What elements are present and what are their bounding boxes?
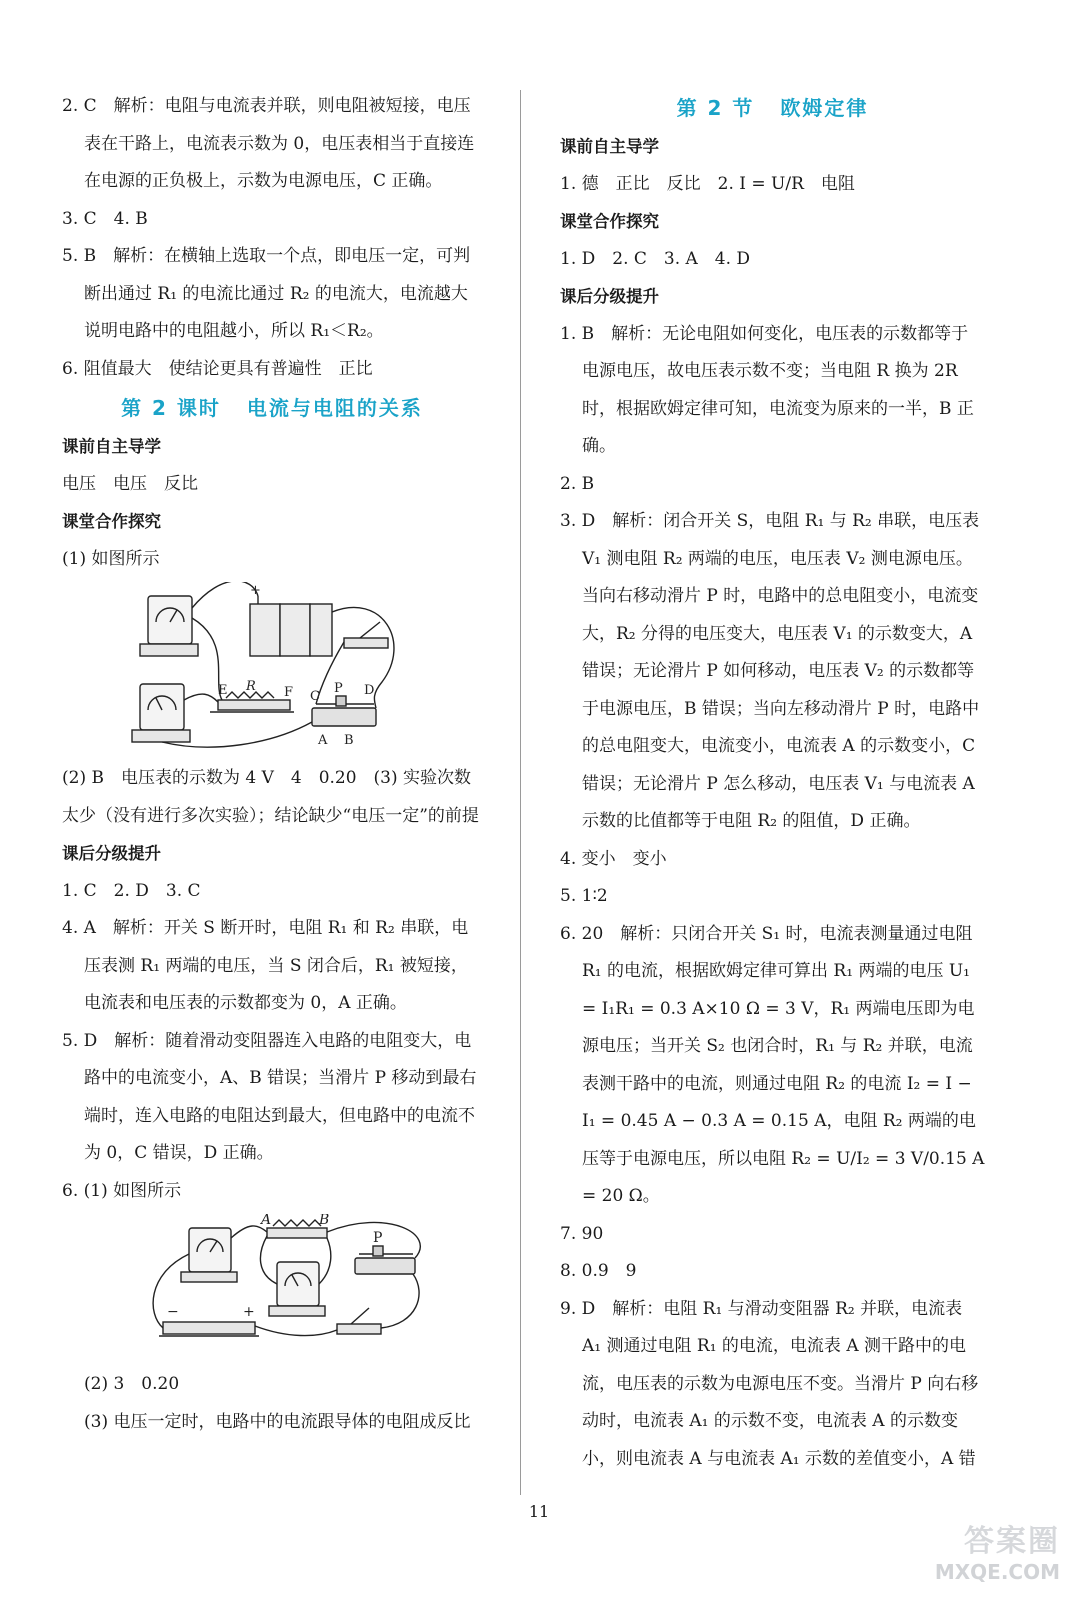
- circuit-diagram-2: [137, 1214, 437, 1360]
- fig1-label-f: F: [284, 685, 294, 700]
- fig1-label-plus: +: [250, 583, 261, 598]
- right-q2: 2. B: [560, 473, 595, 494]
- switch: [344, 638, 388, 648]
- switch: [337, 1324, 381, 1334]
- left-q3-q4: 3. C 4. B: [62, 208, 148, 229]
- left-q6: 6. 阻值最大 使结论更具有普遍性 正比: [62, 358, 373, 379]
- pre-study-heading: 课前自主导学: [62, 437, 161, 456]
- right-q4: 4. 变小 变小: [560, 848, 667, 869]
- fig2-label-plus: +: [243, 1304, 255, 1320]
- section-title-lesson2: [62, 388, 482, 428]
- rheostat: [355, 1258, 415, 1274]
- fig1-label-c: C: [310, 689, 320, 704]
- fig1-label-e: E: [218, 683, 228, 698]
- fig2-label-b: B: [319, 1214, 330, 1228]
- rheostat: [312, 708, 376, 726]
- fig1-label-r: R: [246, 679, 256, 694]
- after-q6-part3: (3) 电压一定时，电路中的电流跟导体的电阻成反比: [84, 1411, 471, 1432]
- right-q7: 7. 90: [560, 1223, 604, 1244]
- section-title-lesson2-part1: 第 2 课时: [121, 396, 221, 420]
- voltmeter: [277, 1262, 319, 1306]
- section-title-ohms-law-part1: 第 2 节: [676, 96, 755, 120]
- after-q4: 4. A 解析：开关 S 断开时，电阻 R₁ 和 R₂ 串联，电压表测 R₁ 两端的电压，当 S 闭合后，R₁ 被短接，电流表和电压表的示数都变为 0，A 正确。: [62, 918, 469, 1013]
- right-class-answer: 1. D 2. C 3. A 4. D: [560, 248, 751, 269]
- section-title-lesson2-part2: 电流与电阻的关系: [246, 396, 423, 420]
- right-q5: 5. 1∶2: [560, 886, 608, 906]
- right-class-explore-heading: 课堂合作探究: [560, 212, 659, 231]
- right-after-class-heading: 课后分级提升: [560, 287, 659, 306]
- class-q2-q3: (2) B 电压表的示数为 4 V 4 0.20 (3) 实验次数太少（没有进行多次实验）；结论缺少“电压一定”的前提: [62, 768, 479, 826]
- battery-cell: [280, 604, 310, 656]
- left-q5: 5. B 解析：在横轴上选取一个点，即电压一定，可判断出通过 R₁ 的电流比通过 R₂ 的电流大，电流越大说明电路中的电阻越小，所以 R₁＜R₂。: [62, 246, 471, 341]
- fig2-label-minus: −: [167, 1304, 179, 1320]
- battery-cell: [250, 604, 280, 656]
- after-q6-part1: 6. (1) 如图所示: [62, 1180, 182, 1201]
- right-q3: 3. D 解析：闭合开关 S，电阻 R₁ 与 R₂ 串联，电压表 V₁ 测电阻 R₂ 两端的电压，电压表 V₂ 测电源电压。当向右移动滑片 P 时，电路中的总电阻变小，电流变大，R₂ 分得的电压变大，电压表 V₁ 的示数变大，A 错误；无论滑片 P 如何移动，电压表 V₂ 的示数都等于电源电压，B 错误；当向左移动滑片 P 时，电路中的总电阻变大，电流变小，电流表 A 的示数变小，C 错误；无论滑片 P 怎么移动，电压表 V₁ 与电流表 A 示数的比值都等于电阻 R₂ 的阻值，D 正确。: [560, 511, 980, 831]
- fig1-label-a: A: [318, 733, 328, 748]
- resistor-ab: [267, 1228, 327, 1238]
- fig2-label-a: A: [261, 1214, 272, 1228]
- fig2-label-p: P: [373, 1230, 383, 1246]
- column-divider: [520, 90, 521, 1495]
- left-column: [62, 88, 482, 1441]
- after-q5: 5. D 解析：随着滑动变阻器连入电路的电阻变大，电路中的电流变小，A、B 错误；当滑片 P 移动到最右端时，连入电路的电阻达到最大，但电路中的电流不为 0，C 错误，D 正确。: [62, 1030, 477, 1163]
- right-q1: 1. B 解析：无论电阻如何变化，电压表的示数都等于电源电压，故电压表示数不变；当电阻 R 换为 2R 时，根据欧姆定律可知，电流变为原来的一半，B 正确。: [560, 323, 974, 456]
- after-q1-q3: 1. C 2. D 3. C: [62, 880, 201, 901]
- ammeter: [148, 596, 192, 644]
- right-pre-study-heading: 课前自主导学: [560, 137, 659, 156]
- class-q1: (1) 如图所示: [62, 548, 160, 569]
- battery-cell: [310, 604, 332, 656]
- pre-study-answer: 电压 电压 反比: [62, 473, 198, 494]
- right-q9: 9. D 解析：电阻 R₁ 与滑动变阻器 R₂ 并联，电流表 A₁ 测通过电阻 R₁ 的电流，电流表 A 测干路中的电流，电压表的示数为电源电压不变。当滑片 P 向右移动时，电流表 A₁ 的示数不变，电流表 A 的示数变小，则电流表 A 与电流表 A₁ 示数的差值变小，A 错: [560, 1298, 979, 1469]
- after-q6-part2: (2) 3 0.20: [84, 1374, 180, 1394]
- fig1-label-p: P: [334, 681, 343, 696]
- section-title-ohms-law-part2: 欧姆定律: [780, 96, 869, 120]
- fig1-label-b: B: [344, 733, 354, 748]
- ammeter: [189, 1228, 231, 1272]
- right-q6: 6. 20 解析：只闭合开关 S₁ 时，电流表测量通过电阻 R₁ 的电流，根据欧姆定律可算出 R₁ 两端的电压 U₁ = I₁R₁ = 0.3 A×10 Ω = 3 V，R₁ 两端电压即为电源电压；当开关 S₂ 也闭合时，R₁ 与 R₂ 并联，电流表测干路中的电流，则通过电阻 R₂ 的电流 I₂ = I − I₁ = 0.45 A − 0.3 A = 0.15 A，电阻 R₂ 两端的电压等于电源电压，所以电阻 R₂ = U/I₂ = 3 V/0.15 A = 20 Ω。: [560, 923, 985, 1206]
- voltmeter: [140, 684, 184, 730]
- class-explore-heading: 课堂合作探究: [62, 512, 161, 531]
- resistor-r: [218, 700, 290, 710]
- after-class-heading: 课后分级提升: [62, 844, 161, 863]
- right-pre-study-answer: 1. 德 正比 反比 2. I = U/R 电阻: [560, 173, 855, 194]
- watermark-site: MXQE.COM: [934, 1560, 1060, 1584]
- right-column: [560, 88, 985, 1478]
- fig1-label-d: D: [364, 683, 375, 698]
- right-q8: 8. 0.9 9: [560, 1261, 637, 1281]
- watermark-logo-text: 答案圈: [964, 1524, 1060, 1559]
- watermark-logo: [910, 1516, 1060, 1586]
- section-title-ohms-law: [560, 88, 985, 128]
- page-number: 11: [528, 1502, 550, 1521]
- left-q2: 2. C 解析：电阻与电流表并联，则电阻被短接，电压表在干路上，电流表示数为 0，电压表相当于直接连在电源的正负极上，示数为电源电压，C 正确。: [62, 96, 475, 191]
- circuit-diagram-1: [122, 582, 402, 754]
- battery: [163, 1322, 255, 1334]
